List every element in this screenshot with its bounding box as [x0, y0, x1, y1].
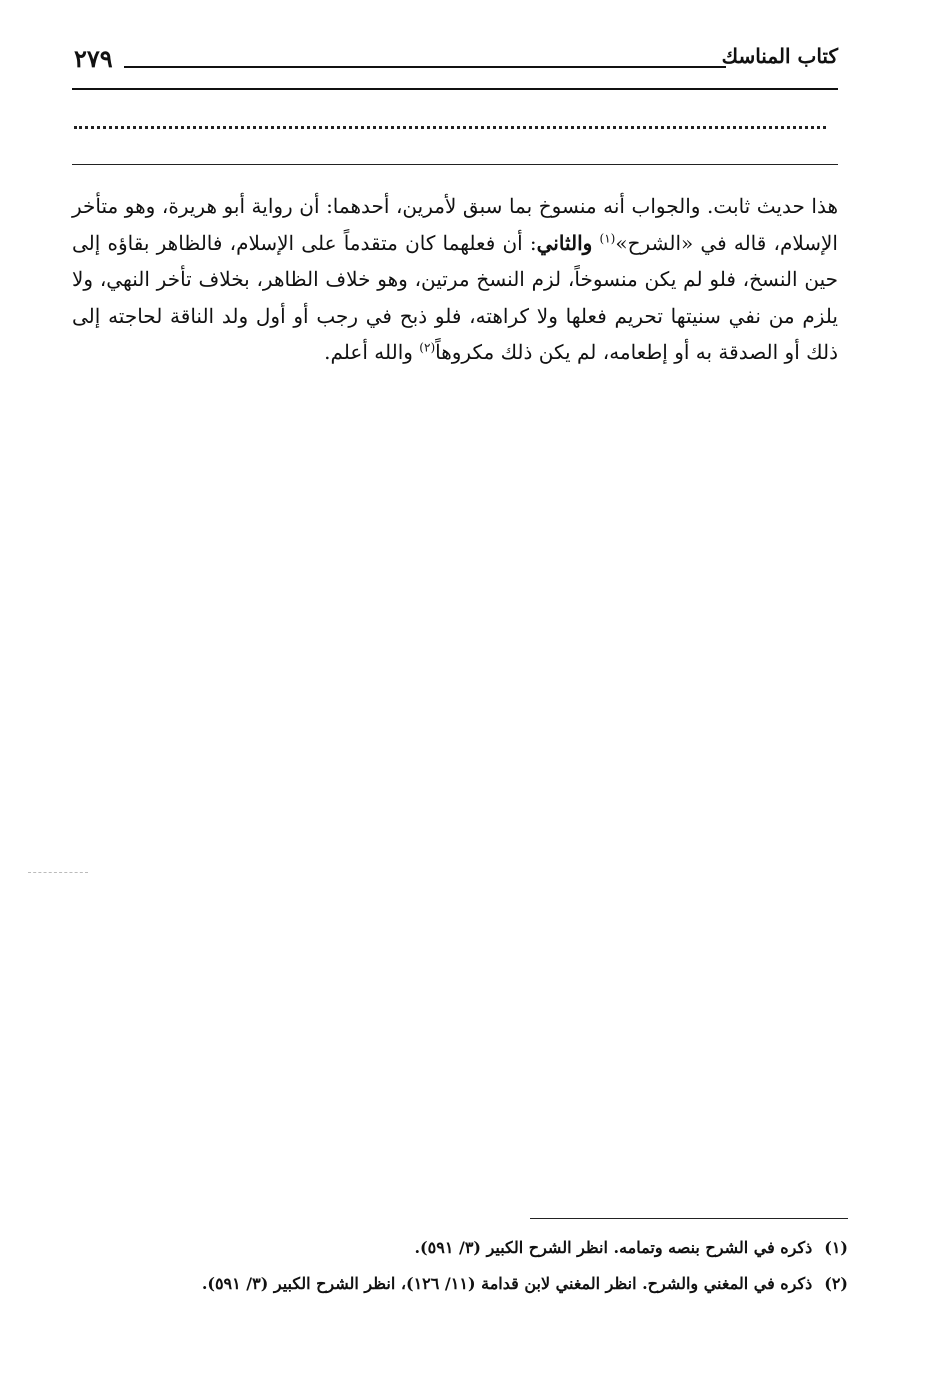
running-title: كتاب المناسك [721, 44, 838, 68]
text-run-3: والله أعلم. [324, 340, 420, 364]
header-leader-line [124, 66, 726, 68]
footnote-marker: (١) [824, 1238, 848, 1257]
section-divider [72, 164, 838, 165]
footnote-2 [100, 1266, 848, 1302]
page-header [72, 44, 838, 86]
footnote-1 [100, 1230, 848, 1266]
footnotes [100, 1230, 848, 1302]
main-text [72, 188, 838, 371]
footnote-text: ذكره في المغني والشرح. انظر المغني لابن قدامة (١١/ ١٢٦)، انظر الشرح الكبير (٣/ ٥٩١). [201, 1274, 813, 1293]
footnote-marker: (٢) [824, 1274, 848, 1293]
page-number: ٢٧٩ [74, 44, 113, 73]
footnote-rule [530, 1218, 848, 1219]
text-run-2: : أن فعلهما كان متقدماً على الإسلام، فالظاهر بقاؤه إلى حين النسخ، فلو لم يكن منسوخاً، لزم النسخ مرتين، وهو خلاف الظاهر، بخلاف تأخر النهي، ولا يلزم من نفي سنيتها تحريم فعلها ولا كراهته، فلو ذبح في رجب أو أول ولد الناقة لحاجته إلى ذلك أو الصدقة به أو إطعامه، لم يكن ذلك مكروهاً [72, 230, 838, 364]
footnote-ref-1: (١) [599, 230, 616, 245]
footnote-text: ذكره في الشرح بنصه وتمامه. انظر الشرح الكبير (٣/ ٥٩١). [414, 1238, 813, 1257]
footnote-ref-2: (٢) [419, 340, 436, 355]
header-rule [72, 88, 838, 90]
scan-speck [28, 872, 88, 873]
text-run-1: هذا حديث ثابت. والجواب أنه منسوخ بما سبق لأمرين، أحدهما: أن رواية أبو هريرة، وهو متأخر الإسلام، قاله في «الشرح» [72, 194, 838, 255]
omission-dotted-line [74, 126, 826, 129]
text-run-bold: والثاني [536, 230, 593, 255]
